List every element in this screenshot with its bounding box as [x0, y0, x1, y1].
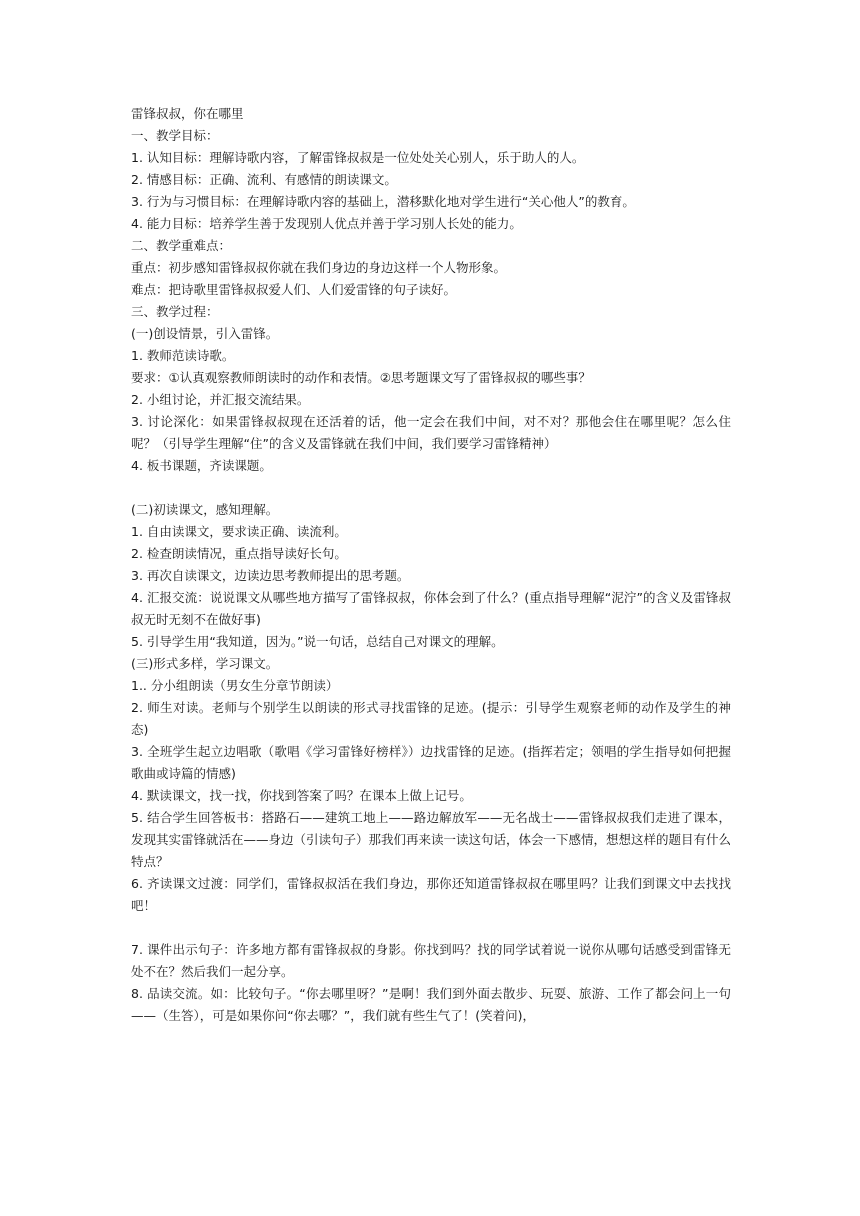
subsection-heading: (二)初读课文，感知理解。	[131, 502, 279, 517]
paragraph: 4. 默读课文，找一找，你找到答案了吗？在课本上做上记号。	[131, 788, 472, 803]
section-heading: 三、教学过程：	[131, 304, 219, 319]
document-body	[131, 103, 731, 1027]
section-heading: 二、教学重难点：	[131, 238, 232, 253]
paragraph: 1.. 分小组朗读（男女生分章节朗读）	[131, 678, 339, 693]
paragraph: 3. 全班学生起立边唱歌（歌唱《学习雷锋好榜样》）边找雷锋的足迹。(指挥若定；领唱的学生指导如何把握歌曲或诗篇的情感)	[131, 744, 731, 781]
document-title: 雷锋叔叔，你在哪里	[131, 106, 244, 121]
paragraph: 3. 讨论深化：如果雷锋叔叔现在还活着的话，他一定会在我们中间，对不对？那他会住在哪里呢？怎么住呢？（引导学生理解“住”的含义及雷锋就在我们中间，我们要学习雷锋精神）	[131, 414, 731, 451]
paragraph: 6. 齐读课文过渡：同学们，雷锋叔叔活在我们身边，那你还知道雷锋叔叔在哪里吗？让我们到课文中去找找吧！	[131, 876, 731, 913]
paragraph: 4. 汇报交流：说说课文从哪些地方描写了雷锋叔叔，你体会到了什么？(重点指导理解“泥泞”的含义及雷锋叔叔无时无刻不在做好事)	[131, 590, 731, 627]
paragraph: 7. 课件出示句子：许多地方都有雷锋叔叔的身影。你找到吗？找的同学试着说一说你从哪句话感受到雷锋无处不在？然后我们一起分享。	[131, 942, 731, 979]
paragraph: 3. 再次自读课文，边读边思考教师提出的思考题。	[131, 568, 410, 583]
section-heading: 一、教学目标：	[131, 128, 219, 143]
paragraph: 3. 行为与习惯目标：在理解诗歌内容的基础上，潜移默化地对学生进行“关心他人”的教育。	[131, 194, 635, 209]
paragraph: 1. 教师范读诗歌。	[131, 348, 235, 363]
paragraph: 4. 板书课题，齐读课题。	[131, 458, 272, 473]
paragraph: 难点：把诗歌里雷锋叔叔爱人们、人们爱雷锋的句子读好。	[131, 282, 457, 297]
paragraph: 2. 小组讨论，并汇报交流结果。	[131, 392, 310, 407]
paragraph: 1. 认知目标：理解诗歌内容，了解雷锋叔叔是一位处处关心别人，乐于助人的人。	[131, 150, 585, 165]
paragraph: 2. 情感目标：正确、流利、有感情的朗读课文。	[131, 172, 397, 187]
subsection-heading: (一)创设情景，引入雷锋。	[131, 326, 279, 341]
subsection-heading: (三)形式多样，学习课文。	[131, 656, 279, 671]
paragraph: 5. 引导学生用“我知道，因为。”说一句话，总结自己对课文的理解。	[131, 634, 504, 649]
paragraph: 重点：初步感知雷锋叔叔你就在我们身边的身边这样一个人物形象。	[131, 260, 507, 275]
blank-line	[131, 917, 731, 939]
paragraph: 2. 检查朗读情况，重点指导读好长句。	[131, 546, 347, 561]
paragraph: 要求：①认真观察教师朗读时的动作和表情。②思考题课文写了雷锋叔叔的哪些事？	[131, 370, 591, 385]
paragraph: 2. 师生对读。老师与个别学生以朗读的形式寻找雷锋的足迹。(提示：引导学生观察老师的动作及学生的神态)	[131, 700, 731, 737]
paragraph: 5. 结合学生回答板书：搭路石——建筑工地上——路边解放军——无名战士——雷锋叔叔我们走进了课本，发现其实雷锋就活在——身边（引读句子）那我们再来读一读这句话，体会一下感情，想想这样的题目有什么特点？	[131, 810, 732, 869]
blank-line	[131, 477, 731, 499]
paragraph: 1. 自由读课文，要求读正确、读流利。	[131, 524, 347, 539]
paragraph: 8. 品读交流。如：比较句子。“你去哪里呀？”是啊！我们到外面去散步、玩耍、旅游、工作了都会问上一句——（生答），可是如果你问“你去哪？”，我们就有些生气了！(笑着问)，	[131, 986, 731, 1023]
paragraph: 4. 能力目标：培养学生善于发现别人优点并善于学习别人长处的能力。	[131, 216, 522, 231]
